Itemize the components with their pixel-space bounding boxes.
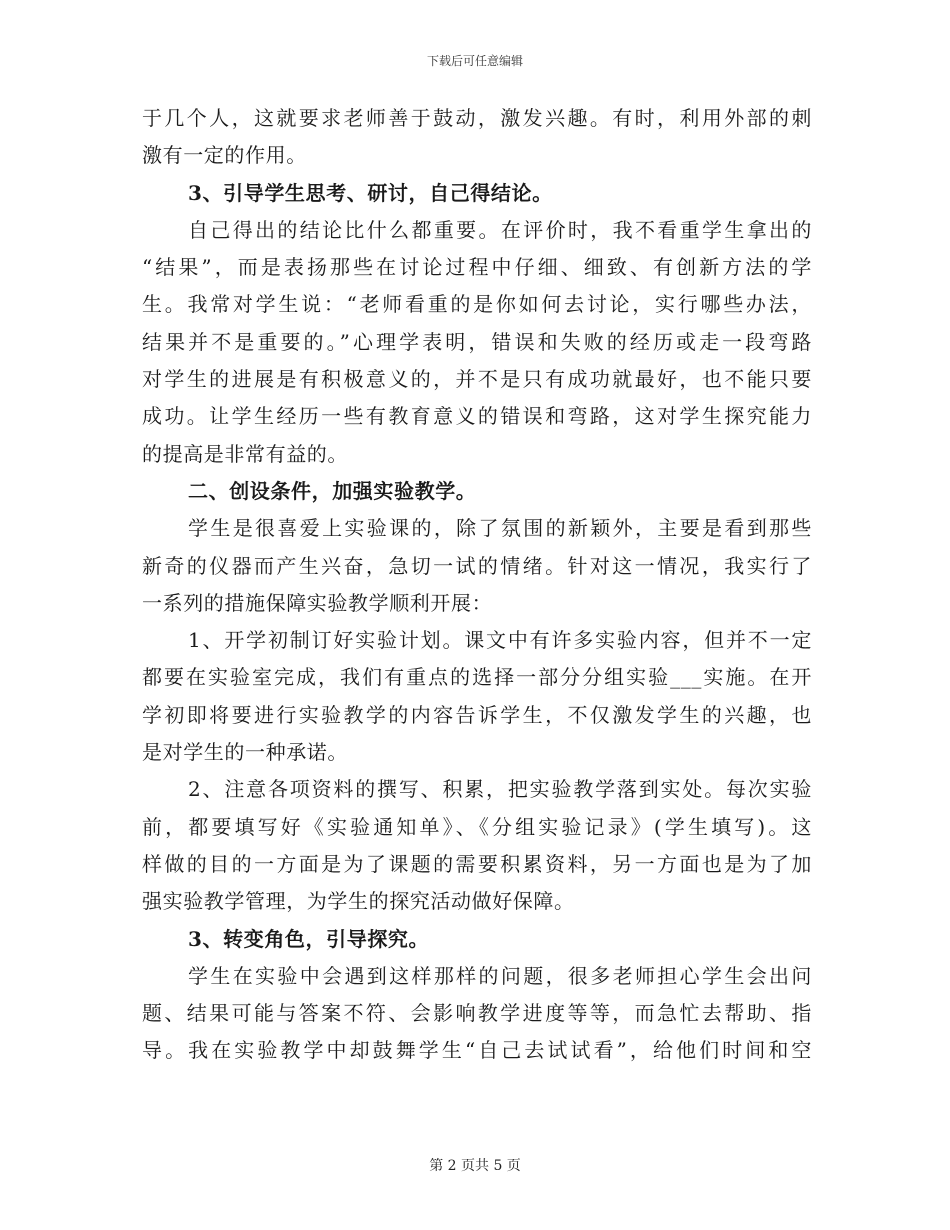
paragraph-line: 于几个人，这就要求老师善于鼓动，激发兴趣。有时，利用外部的刺 (142, 106, 812, 130)
paragraph-line: 2、注意各项资料的撰写、积累，把实验教学落到实处。每次实验 (188, 777, 812, 802)
paragraph-line: 强实验教学管理，为学生的探究活动做好保障。 (142, 889, 575, 914)
section-heading: 二、创设条件，加强实验教学。 (188, 478, 477, 503)
paragraph-line: 样做的目的一方面是为了课题的需要积累资料，另一方面也是为了加 (142, 851, 812, 876)
paragraph-line: 题、结果可能与答案不符、会影响教学进度等等，而急忙去帮助、指 (142, 1001, 812, 1026)
paragraph-line: 学初即将要进行实验教学的内容告诉学生，不仅激发学生的兴趣，也 (142, 702, 812, 727)
paragraph-line: 的提高是非常有益的。 (142, 441, 348, 466)
paragraph-line: 自己得出的结论比什么都重要。在评价时，我不看重学生拿出的 (188, 217, 812, 242)
paragraph-line: 导。我在实验教学中却鼓舞学生“自己去试试看”，给他们时间和空 (142, 1038, 812, 1063)
paragraph-line: 是对学生的一种承诺。 (142, 740, 348, 765)
page-header: 下载后可任意编辑 (426, 54, 523, 68)
paragraph-line: 对学生的进展是有积极意义的，并不是只有成功就最好，也不能只要 (142, 367, 812, 392)
paragraph-line: 激有一定的作用。 (142, 143, 307, 168)
paragraph-line: 生。我常对学生说：“老师看重的是你如何去讨论，实行哪些办法， (142, 292, 812, 317)
paragraph-line: 成功。让学生经历一些有教育意义的错误和弯路，这对学生探究能力 (142, 404, 812, 429)
paragraph-line: 结果并不是重要的。”心理学表明，错误和失败的经历或走一段弯路 (142, 329, 812, 354)
section-heading: 3、引导学生思考、研讨，自己得结论。 (188, 180, 553, 205)
page-number: 第 2 页共 5 页 (429, 1158, 521, 1174)
document-body (142, 100, 812, 1070)
paragraph-line: 1、开学初制订好实验计划。课文中有许多实验内容，但并不一定 (188, 628, 812, 653)
paragraph-line: 一系列的措施保障实验教学顺利开展： (142, 590, 493, 615)
section-heading: 3、转变角色，引导探究。 (188, 926, 430, 951)
paragraph-line: 新奇的仪器而产生兴奋，急切一试的情绪。针对这一情况，我实行了 (142, 553, 812, 578)
paragraph-line: 都要在实验室完成，我们有重点的选择一部分分组实验___实施。在开 (142, 665, 812, 690)
paragraph-line: 前，都要填写好《实验通知单》、《分组实验记录》(学生填写)。这 (142, 814, 812, 839)
paragraph-line: 学生在实验中会遇到这样那样的问题，很多老师担心学生会出问 (188, 963, 812, 988)
paragraph-line: “结果”，而是表扬那些在讨论过程中仔细、细致、有创新方法的学 (142, 255, 812, 280)
paragraph-line: 学生是很喜爱上实验课的，除了氛围的新颖外，主要是看到那些 (188, 516, 812, 541)
